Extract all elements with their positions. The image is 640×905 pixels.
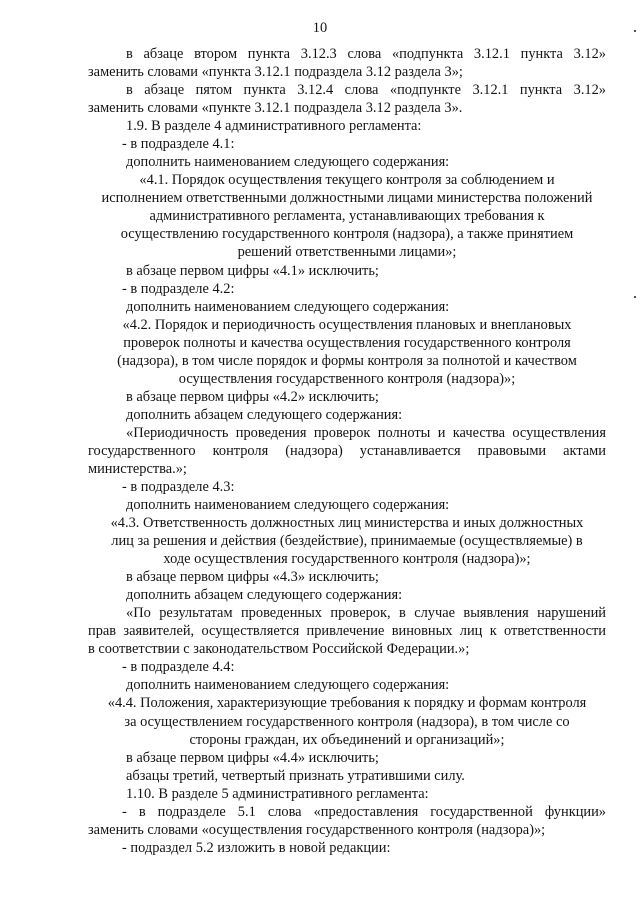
text-line: «По результатам проведенных проверок, в случае выявления нарушений (126, 605, 606, 622)
text-line: министерства.»; (88, 460, 187, 477)
text-line: ходе осуществления государственного контроля (надзора)»; (163, 551, 531, 568)
text-line: исполнением ответственными должностными лицами министерства положений (101, 190, 593, 207)
text-line: административного регламента, устанавливающих требования к (149, 208, 545, 225)
text-line: в абзаце первом цифры «4.2» исключить; (126, 388, 379, 405)
text-line: заменить словами «пункте 3.12.1 подраздела 3.12 раздела 3». (88, 100, 463, 117)
text-line: абзацы третий, четвертый признать утратившими силу. (126, 767, 465, 784)
text-line: в абзаце первом цифры «4.1» исключить; (126, 262, 379, 279)
text-line: дополнить наименованием следующего содержания: (126, 497, 450, 513)
text-line: за осуществлением государственного контроля (надзора), в том числе со (124, 713, 570, 730)
text-line: в абзаце пятом пункта 3.12.4 слова «подпункте 3.12.1 пункта 3.12» (126, 82, 606, 99)
text-line: «4.3. Ответственность должностных лиц министерства и иных должностных (110, 515, 584, 531)
text-line: дополнить абзацем следующего содержания: (126, 587, 403, 604)
text-line: (надзора), в том числе порядок и формы контроля за полнотой и качеством (117, 352, 577, 369)
text-line: 1.10. В разделе 5 административного регламента: (126, 785, 429, 802)
text-line: 1.9. В разделе 4 административного регламента: (126, 118, 422, 135)
text-line: дополнить абзацем следующего содержания: (126, 406, 403, 423)
text-line: стороны граждан, их объединений и организаций»; (189, 731, 505, 748)
text-line: - подраздел 5.2 изложить в новой редакции: (122, 839, 391, 856)
text-line: заменить словами «осуществления государственного контроля (надзора)»; (88, 821, 546, 838)
page-number: 10 (312, 20, 328, 36)
text-line: осуществлению государственного контроля (надзора), а также принятием (120, 226, 574, 243)
text-line: дополнить наименованием следующего содержания: (126, 154, 450, 171)
text-line: - в подразделе 4.4: (122, 659, 235, 676)
text-line: - в подразделе 4.2: (122, 280, 235, 297)
text-line: в абзаце втором пункта 3.12.3 слова «подпункта 3.12.1 пункта 3.12» (126, 46, 606, 62)
text-line: осуществления государственного контроля (надзора)»; (178, 370, 516, 387)
text-line: государственного контроля (надзора) устанавливается правовыми актами (88, 442, 606, 459)
text-line: в абзаце первом цифры «4.4» исключить; (126, 749, 379, 766)
text-line: «Периодичность проведения проверок полноты и качества осуществления (126, 424, 606, 441)
text-line: проверок полноты и качества осуществления государственного контроля (123, 334, 571, 351)
text-line: «4.4. Положения, характеризующие требования к порядку и формам контроля (107, 695, 587, 712)
text-line: лиц за решения и действия (бездействие), принимаемые (осуществляемые) в (111, 533, 583, 550)
text-line: - в подразделе 4.3: (122, 479, 235, 495)
scan-edge-mark (634, 30, 636, 32)
text-line: решений ответственными лицами»; (237, 244, 457, 261)
text-line: дополнить наименованием следующего содержания: (126, 298, 450, 315)
text-line: «4.2. Порядок и периодичность осуществления плановых и внеплановых (122, 316, 572, 333)
text-line: дополнить наименованием следующего содержания: (126, 677, 450, 694)
scan-edge-mark (634, 296, 636, 298)
text-line: прав заявителей, осуществляется привлечение виновных лиц к ответственности (88, 623, 606, 640)
text-line: - в подразделе 4.1: (122, 136, 235, 153)
text-line: в абзаце первом цифры «4.3» исключить; (126, 569, 379, 586)
text-line: «4.1. Порядок осуществления текущего контроля за соблюдением и (139, 172, 555, 189)
text-line: заменить словами «пункта 3.12.1 подраздела 3.12 раздела 3»; (88, 64, 463, 80)
text-line: в соответствии с законодательством Российской Федерации.»; (88, 641, 470, 658)
text-line: - в подразделе 5.1 слова «предоставления государственной функции» (122, 803, 606, 820)
